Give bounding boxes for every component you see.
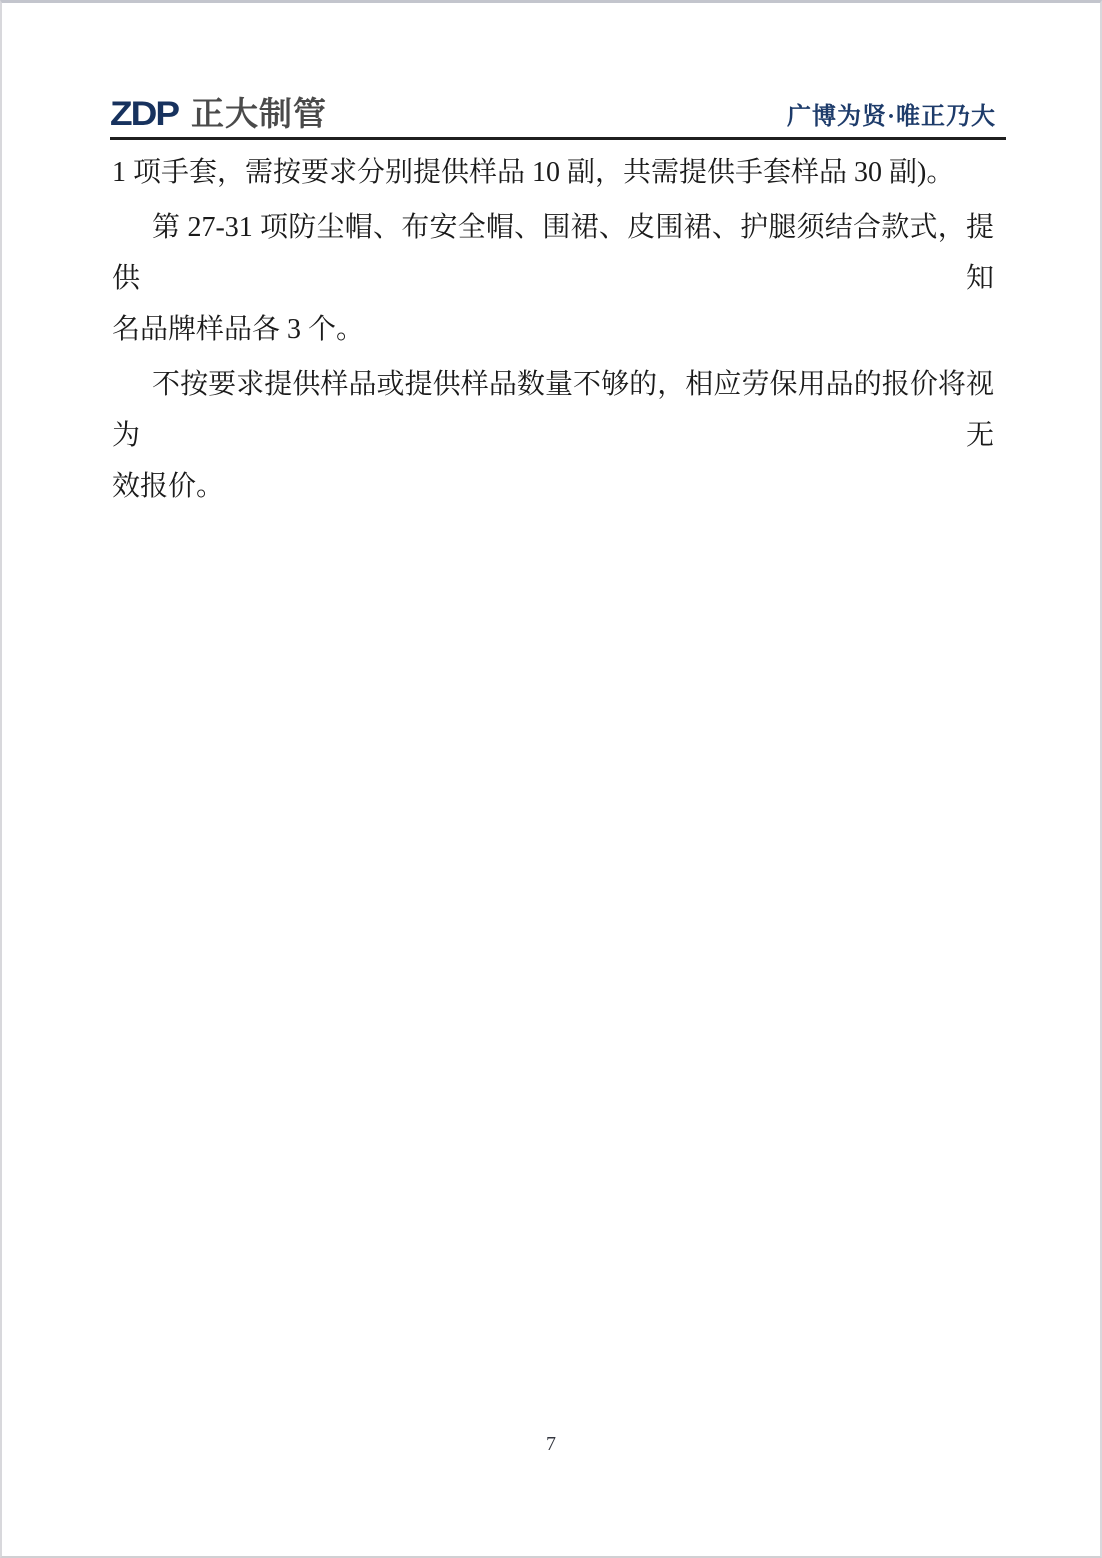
paragraph-1-line-1: 1 项手套，需按要求分别提供样品 10 副，共需提供手套样品 30 副)。 bbox=[112, 157, 955, 188]
zdp-logo-mark: ZDP bbox=[110, 94, 178, 132]
document-body bbox=[112, 147, 994, 512]
page-header bbox=[110, 93, 996, 133]
header-divider bbox=[110, 137, 1006, 140]
paragraph-3-line-1: 不按要求提供样品或提供样品数量不够的，相应劳保用品的报价将视为无 bbox=[112, 369, 994, 451]
paragraph-2-line-1: 第 27-31 项防尘帽、布安全帽、围裙、皮围裙、护腿须结合款式，提供知 bbox=[112, 212, 994, 294]
paragraph-2-line-2: 名品牌样品各 3 个。 bbox=[112, 314, 365, 345]
page-number: 7 bbox=[546, 1433, 556, 1455]
company-slogan: 广博为贤·唯正乃大 bbox=[786, 103, 996, 130]
paragraph-3-line-2: 效报价。 bbox=[112, 471, 225, 502]
company-logo bbox=[110, 95, 327, 132]
company-name: 正大制管 bbox=[191, 94, 327, 132]
page-footer bbox=[2, 1433, 1100, 1456]
